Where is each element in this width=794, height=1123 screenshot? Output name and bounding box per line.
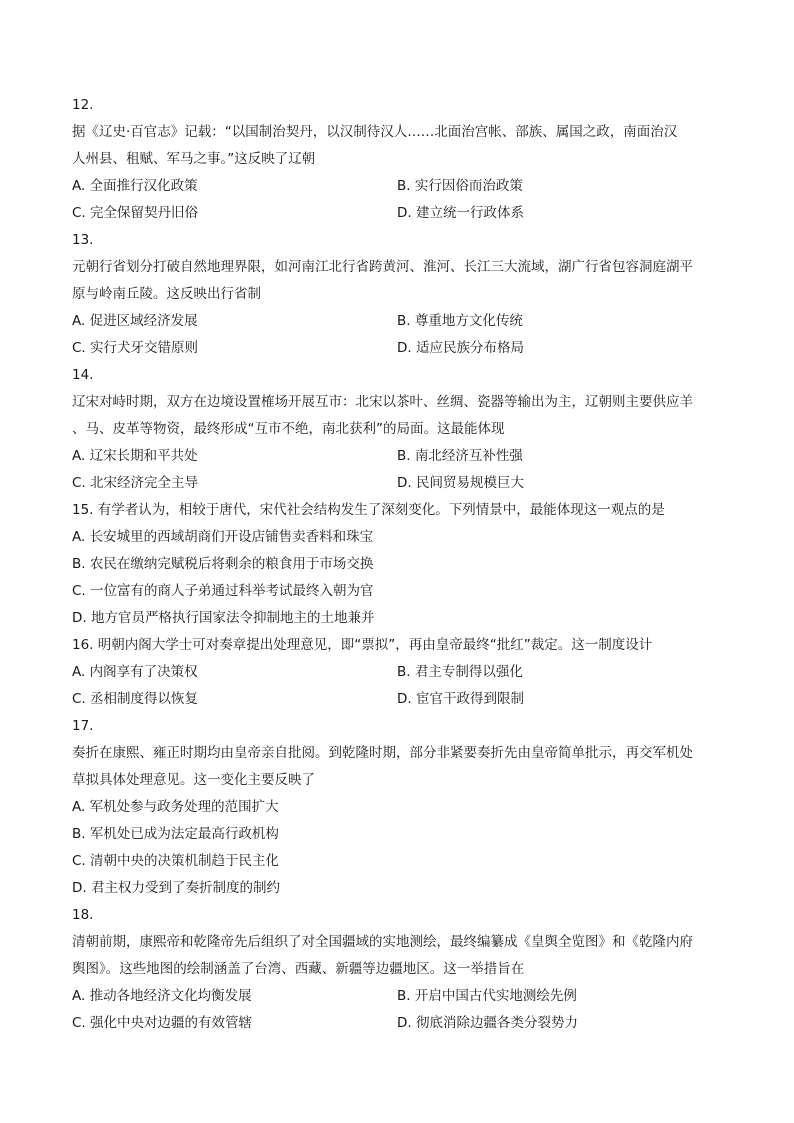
- option-row: [72, 443, 722, 470]
- question-number: 14.: [72, 367, 94, 383]
- answer-option[interactable]: D. 宦官干政得到限制: [397, 691, 524, 707]
- exam-page: [72, 92, 722, 1037]
- option-row: [72, 659, 722, 686]
- answer-option[interactable]: D. 地方官员严格执行国家法令抑制地主的土地兼并: [72, 610, 375, 626]
- answer-option[interactable]: B. 农民在缴纳完赋税后将剩余的粮食用于市场交换: [72, 556, 374, 572]
- question-block: [72, 227, 722, 362]
- option-row: [72, 983, 722, 1010]
- question-stem: 原与岭南丘陵。这反映出行省制: [72, 286, 261, 302]
- question-stem: 奏折在康熙、雍正时期均由皇帝亲自批阅。到乾隆时期，部分非紧要奏折先由皇帝简单批示，再交军机处: [72, 745, 693, 761]
- question-block: [72, 497, 722, 632]
- answer-option[interactable]: D. 民间贸易规模巨大: [397, 475, 524, 491]
- question-stem: 人州县、租赋、军马之事。”这反映了辽朝: [72, 151, 316, 167]
- question-block: [72, 902, 722, 1037]
- question-stem: 辽宋对峙时期，双方在边境设置榷场开展互市：北宋以茶叶、丝绸、瓷器等输出为主，辽朝则主要供应羊: [72, 394, 693, 410]
- answer-option[interactable]: D. 君主权力受到了奏折制度的制约: [72, 880, 280, 896]
- option-row: [72, 173, 722, 200]
- option-row: [72, 308, 722, 335]
- answer-option[interactable]: D. 建立统一行政体系: [397, 205, 524, 221]
- answer-option[interactable]: B. 实行因俗而治政策: [397, 178, 523, 194]
- answer-option[interactable]: A. 长安城里的西域胡商们开设店铺售卖香料和珠宝: [72, 529, 374, 545]
- question-stem: 、马、皮革等物资，最终形成“互市不绝，南北获利”的局面。这最能体现: [72, 421, 505, 437]
- answer-option[interactable]: C. 完全保留契丹旧俗: [72, 205, 199, 221]
- option-row: [72, 200, 722, 227]
- answer-option[interactable]: C. 一位富有的商人子弟通过科举考试最终入朝为官: [72, 583, 374, 599]
- answer-option[interactable]: C. 实行犬牙交错原则: [72, 340, 199, 356]
- answer-option[interactable]: D. 适应民族分布格局: [397, 340, 524, 356]
- question-number: 17.: [72, 718, 94, 734]
- option-row: [72, 1010, 722, 1037]
- question-stem: 元朝行省划分打破自然地理界限，如河南江北行省跨黄河、淮河、长江三大流域，湖广行省包容洞庭湖平: [72, 259, 693, 275]
- question-block: [72, 362, 722, 497]
- question-number: 13.: [72, 232, 94, 248]
- question-stem: 舆图》。这些地图的绘制涵盖了台湾、西藏、新疆等边疆地区。这一举措旨在: [72, 961, 525, 977]
- answer-option[interactable]: C. 丞相制度得以恢复: [72, 691, 199, 707]
- answer-option[interactable]: A. 内阁享有了决策权: [72, 664, 198, 680]
- question-number: 12.: [72, 97, 94, 113]
- answer-option[interactable]: B. 尊重地方文化传统: [397, 313, 523, 329]
- answer-option[interactable]: A. 军机处参与政务处理的范围扩大: [72, 799, 279, 815]
- question-stem: 据《辽史·百官志》记载：“以国制治契丹，以汉制待汉人……北面治宫帐、部族、属国之政，南面治汉: [72, 124, 678, 140]
- question-stem: 16. 明朝内阁大学士可对奏章提出处理意见，即“票拟”，再由皇帝最终“批红”裁定。这一制度设计: [72, 637, 653, 653]
- answer-option[interactable]: C. 强化中央对边疆的有效管辖: [72, 1015, 253, 1031]
- question-block: [72, 713, 722, 902]
- answer-option[interactable]: A. 辽宋长期和平共处: [72, 448, 198, 464]
- question-stem: 草拟具体处理意见。这一变化主要反映了: [72, 772, 315, 788]
- answer-option[interactable]: A. 促进区域经济发展: [72, 313, 198, 329]
- answer-option[interactable]: B. 君主专制得以强化: [397, 664, 523, 680]
- answer-option[interactable]: D. 彻底消除边疆各类分裂势力: [397, 1015, 578, 1031]
- option-row: [72, 470, 722, 497]
- question-stem: 清朝前期，康熙帝和乾隆帝先后组织了对全国疆域的实地测绘，最终编纂成《皇舆全览图》和《乾隆内府: [72, 934, 693, 950]
- answer-option[interactable]: B. 军机处已成为法定最高行政机构: [72, 826, 279, 842]
- question-number: 18.: [72, 907, 94, 923]
- option-row: [72, 686, 722, 713]
- question-block: [72, 92, 722, 227]
- answer-option[interactable]: C. 北宋经济完全主导: [72, 475, 199, 491]
- question-block: [72, 632, 722, 713]
- question-stem: 15. 有学者认为，相较于唐代，宋代社会结构发生了深刻变化。下列情景中，最能体现这一观点的是: [72, 502, 665, 518]
- answer-option[interactable]: B. 南北经济互补性强: [397, 448, 523, 464]
- answer-option[interactable]: C. 清朝中央的决策机制趋于民主化: [72, 853, 280, 869]
- answer-option[interactable]: A. 推动各地经济文化均衡发展: [72, 988, 252, 1004]
- answer-option[interactable]: A. 全面推行汉化政策: [72, 178, 198, 194]
- option-row: [72, 335, 722, 362]
- answer-option[interactable]: B. 开启中国古代实地测绘先例: [397, 988, 577, 1004]
